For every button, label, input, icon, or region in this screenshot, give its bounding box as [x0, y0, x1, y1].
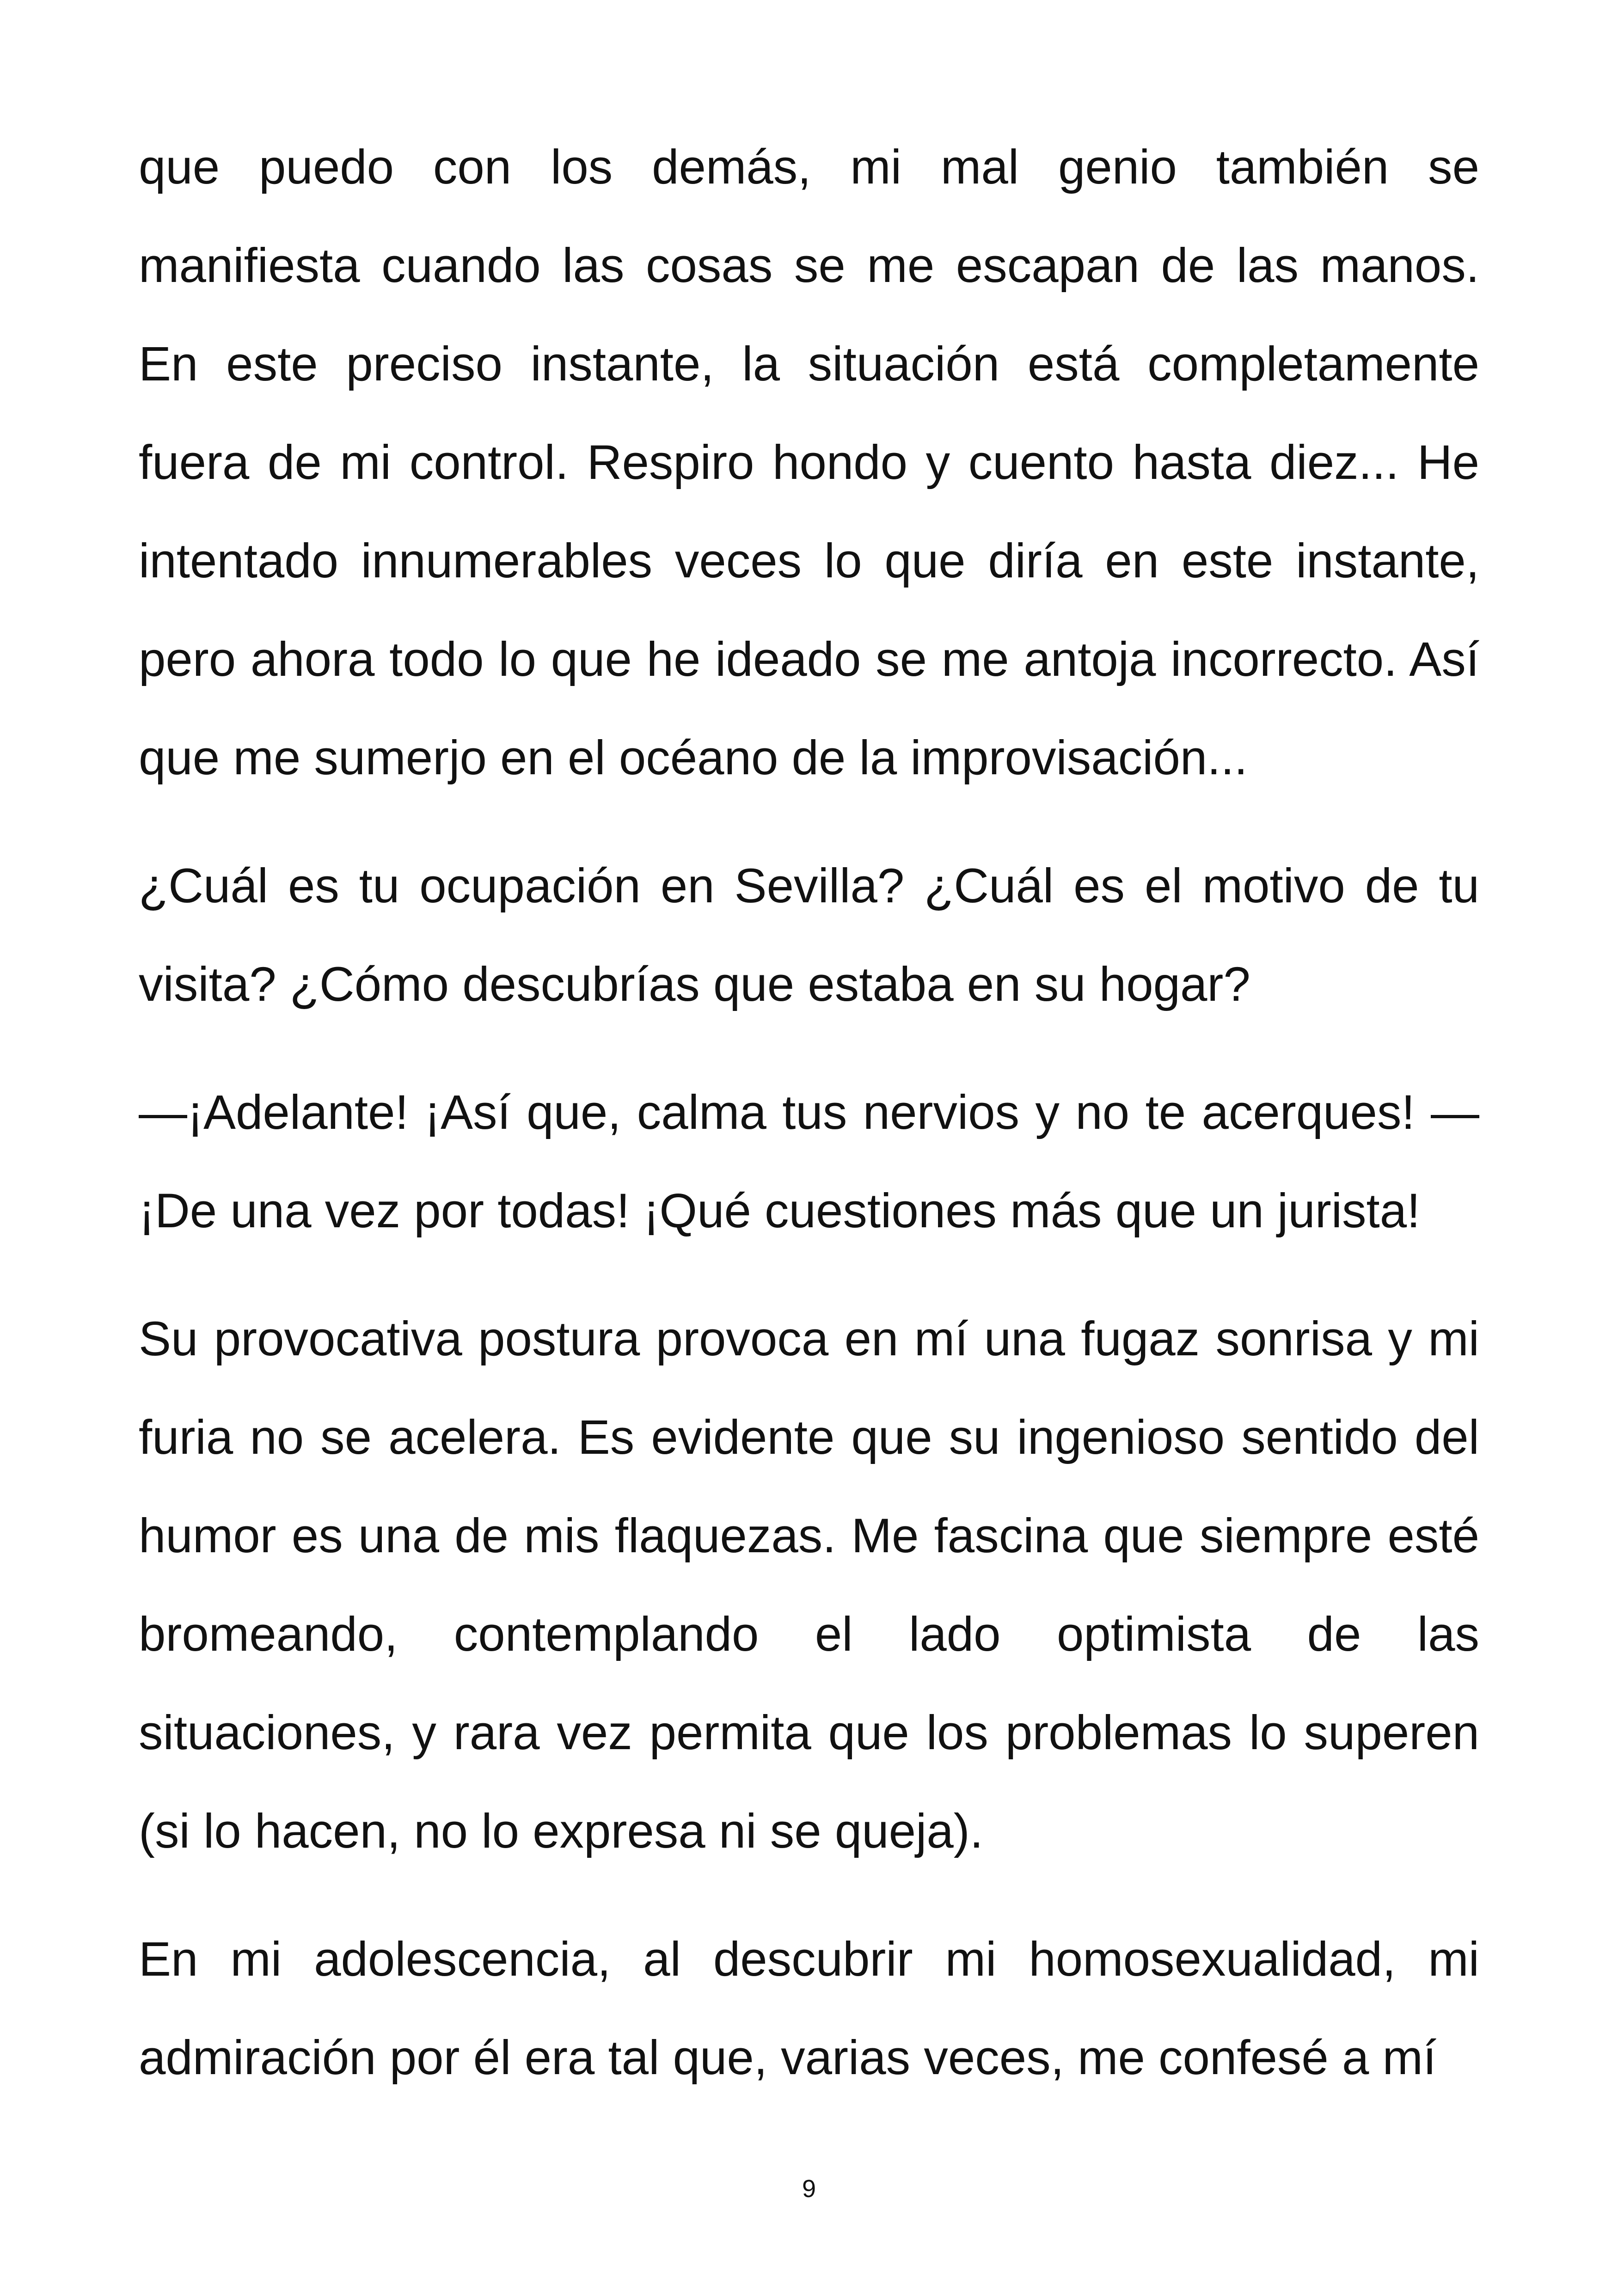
paragraph: Su provocativa postura provoca en mí una fugaz sonrisa y mi furia no se acelera. Es evidente que su ingenioso sentido del humor es una de mis flaquezas. Me fascina que siempre esté bromeando, contemplando el lado optimista de las situaciones, y rara vez permita que los problemas lo superen (si lo hacen, no lo expresa ni se queja).: [139, 1312, 1479, 1858]
paragraph: En mi adolescencia, al descubrir mi homosexualidad, mi admiración por él era tal que, varias veces, me confesé a mí: [139, 1932, 1479, 2085]
page-number: 9: [802, 2175, 816, 2203]
paragraph: que puedo con los demás, mi mal genio también se manifiesta cuando las cosas se me escapan de las manos. En este preciso instante, la situación está completamente fuera de mi control. Respiro hondo y cuento hasta diez... He intentado innumerables veces lo que diría en este instante, pero ahora todo lo que he ideado se me antoja incorrecto. Así que me sumerjo en el océano de la improvisación...: [139, 140, 1479, 785]
paragraph: ¿Cuál es tu ocupación en Sevilla? ¿Cuál es el motivo de tu visita? ¿Cómo descubrías que estaba en su hogar?: [139, 859, 1479, 1011]
paragraph: —¡Adelante! ¡Así que, calma tus nervios y no te acerques! —¡De una vez por todas! ¡Qué cuestiones más que un jurista!: [139, 1085, 1479, 1238]
body-text: [139, 118, 1479, 2107]
